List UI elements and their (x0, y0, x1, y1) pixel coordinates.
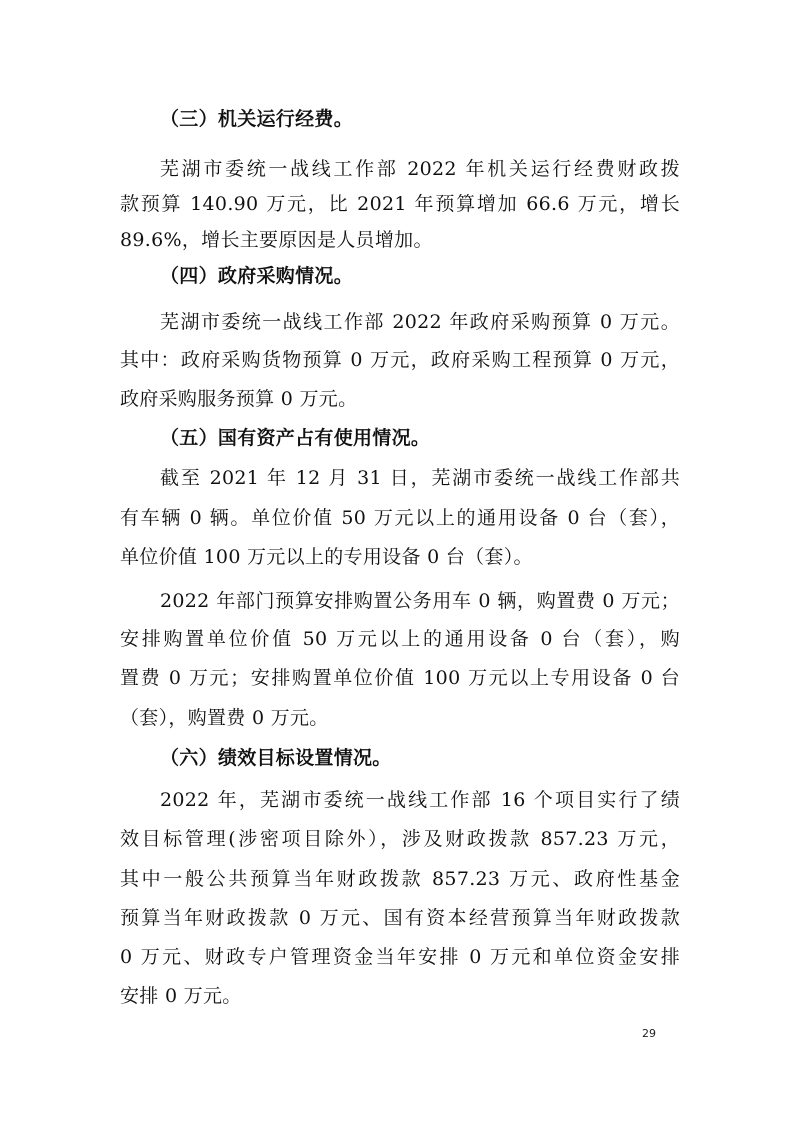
section-heading-3: （三）机关运行经费。 (160, 108, 354, 130)
paragraph-line: 政府采购服务预算 0 万元。 (120, 388, 358, 410)
paragraph-line: 安排购置单位价值 50 万元以上的通用设备 0 台（套），购 (120, 628, 680, 650)
paragraph-line: 芜湖市委统一战线工作部 2022 年政府采购预算 0 万元。 (160, 311, 680, 333)
paragraph-line: 有车辆 0 辆。单位价值 50 万元以上的通用设备 0 台（套）， (120, 507, 680, 529)
paragraph-line: 截至 2021 年 12 月 31 日，芜湖市委统一战线工作部共 (160, 467, 680, 489)
paragraph-line: 芜湖市委统一战线工作部 2022 年机关运行经费财政拨 (160, 158, 680, 180)
paragraph-line: 其中一般公共预算当年财政拨款 857.23 万元、政府性基金 (120, 868, 680, 890)
paragraph-line: 89.6%，增长主要原因是人员增加。 (120, 229, 433, 251)
paragraph-line: （套），购置费 0 万元。 (120, 707, 329, 729)
section-heading-6: （六）绩效目标设置情况。 (160, 747, 392, 769)
paragraph-line: 其中：政府采购货物预算 0 万元，政府采购工程预算 0 万元， (120, 349, 680, 371)
page-number: 29 (642, 1027, 656, 1040)
paragraph-line: 2022 年，芜湖市委统一战线工作部 16 个项目实行了绩 (160, 789, 680, 811)
section-heading-4: （四）政府采购情况。 (160, 265, 354, 287)
paragraph-line: 置费 0 万元；安排购置单位价值 100 万元以上专用设备 0 台 (120, 667, 680, 689)
paragraph-line: 效目标管理(涉密项目除外），涉及财政拨款 857.23 万元， (120, 828, 680, 850)
paragraph-line: 单位价值 100 万元以上的专用设备 0 台（套）。 (120, 546, 533, 568)
paragraph-line: 预算当年财政拨款 0 万元、国有资本经营预算当年财政拨款 (120, 907, 680, 929)
paragraph-line: 2022 年部门预算安排购置公务用车 0 辆，购置费 0 万元； (160, 590, 680, 612)
paragraph-line: 0 万元、财政专户管理资金当年安排 0 万元和单位资金安排 (120, 946, 680, 968)
section-heading-5: （五）国有资产占有使用情况。 (160, 427, 431, 449)
paragraph-line: 款预算 140.90 万元，比 2021 年预算增加 66.6 万元，增长 (120, 193, 680, 215)
paragraph-line: 安排 0 万元。 (120, 985, 242, 1007)
